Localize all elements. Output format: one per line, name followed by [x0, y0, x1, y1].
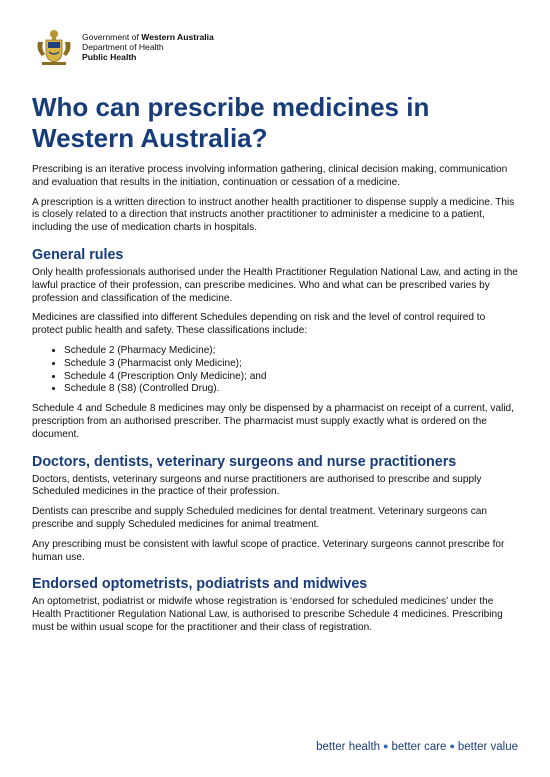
- intro-paragraph-2: A prescription is a written direction to instruct another health practitioner to dispense supply a medicine. This is closely related to a direction that instructs another practitioner to administer a medicine to a patient, including the use of medication charts in hospitals.: [32, 196, 515, 234]
- doctors-paragraph-3: Any prescribing must be consistent with lawful scope of practice. Veterinary surgeons cannot prescribe for human use.: [32, 538, 505, 563]
- organisation-name: [82, 28, 214, 63]
- general-rules-paragraph-1: Only health professionals authorised under the Health Practitioner Regulation National Law, and acting in the lawful practice of their profession, can prescribe medicines. Who and what can be prescribed varies by profession and classification of the medicine.: [32, 266, 518, 304]
- bullet-icon: ●: [383, 741, 389, 751]
- intro-paragraph-1: Prescribing is an iterative process involving information gathering, clinical decision making, communication and evaluation that results in the initiation, continuation or cessation of a medicine.: [32, 164, 508, 188]
- endorsed-paragraph-1: An optometrist, podiatrist or midwife whose registration is ‘endorsed for scheduled medicines’ under the Health Practitioner Regulation National Law, is authorised to prescribe Schedule 4 medicines. Prescribing must be within usual scope for the practitioner and their class of registration.: [32, 596, 503, 633]
- doctors-paragraph-2: Dentists can prescribe and supply Scheduled medicines for dental treatment. Veterinary surgeons can prescribe and supply Scheduled medicines for animal treatment.: [32, 506, 488, 530]
- tagline-part-1: better health: [316, 741, 381, 753]
- tagline-part-3: better value: [457, 741, 518, 753]
- document-body: [32, 92, 518, 642]
- footer-tagline: [316, 741, 518, 753]
- general-rules-heading: General rules: [32, 246, 124, 263]
- bullet-icon: ●: [449, 741, 455, 751]
- org-line1-normal: Government of: [82, 32, 142, 42]
- wa-coat-of-arms-icon: [34, 28, 74, 68]
- page-title: Who can prescribe medicines in Western Australia?: [32, 92, 430, 153]
- doctors-heading: Doctors, dentists, veterinary surgeons and nurse practitioners: [32, 453, 457, 470]
- tagline-part-2: better care: [391, 741, 447, 753]
- page-footer: [0, 729, 550, 777]
- list-item: • Schedule 2 (Pharmacy Medicine);: [64, 345, 518, 358]
- org-line2: Department of Health: [82, 42, 164, 53]
- org-line1-bold: Western Australia: [141, 32, 214, 42]
- general-rules-paragraph-3: Schedule 4 and Schedule 8 medicines may only be dispensed by a pharmacist on receipt of a current, valid, prescription from an authorised prescriber. The pharmacist must supply exactly what is ordered on the document.: [32, 403, 514, 440]
- list-item: • Schedule 4 (Prescription Only Medicine); and: [64, 371, 518, 384]
- page-header: [34, 28, 214, 68]
- org-line3: Public Health: [82, 52, 137, 63]
- list-item: • Schedule 8 (S8) (Controlled Drug).: [64, 383, 518, 396]
- doctors-paragraph-1: Doctors, dentists, veterinary surgeons and nurse practitioners are authorised to prescribe and supply Scheduled medicines in the practice of their profession.: [32, 473, 482, 498]
- list-item: • Schedule 3 (Pharmacist only Medicine);: [64, 358, 518, 371]
- endorsed-heading: Endorsed optometrists, podiatrists and midwives: [32, 576, 368, 593]
- schedules-list: [32, 345, 518, 396]
- general-rules-paragraph-2: Medicines are classified into different Schedules depending on risk and the level of control required to protect public health and safety. These classifications include:: [32, 312, 486, 337]
